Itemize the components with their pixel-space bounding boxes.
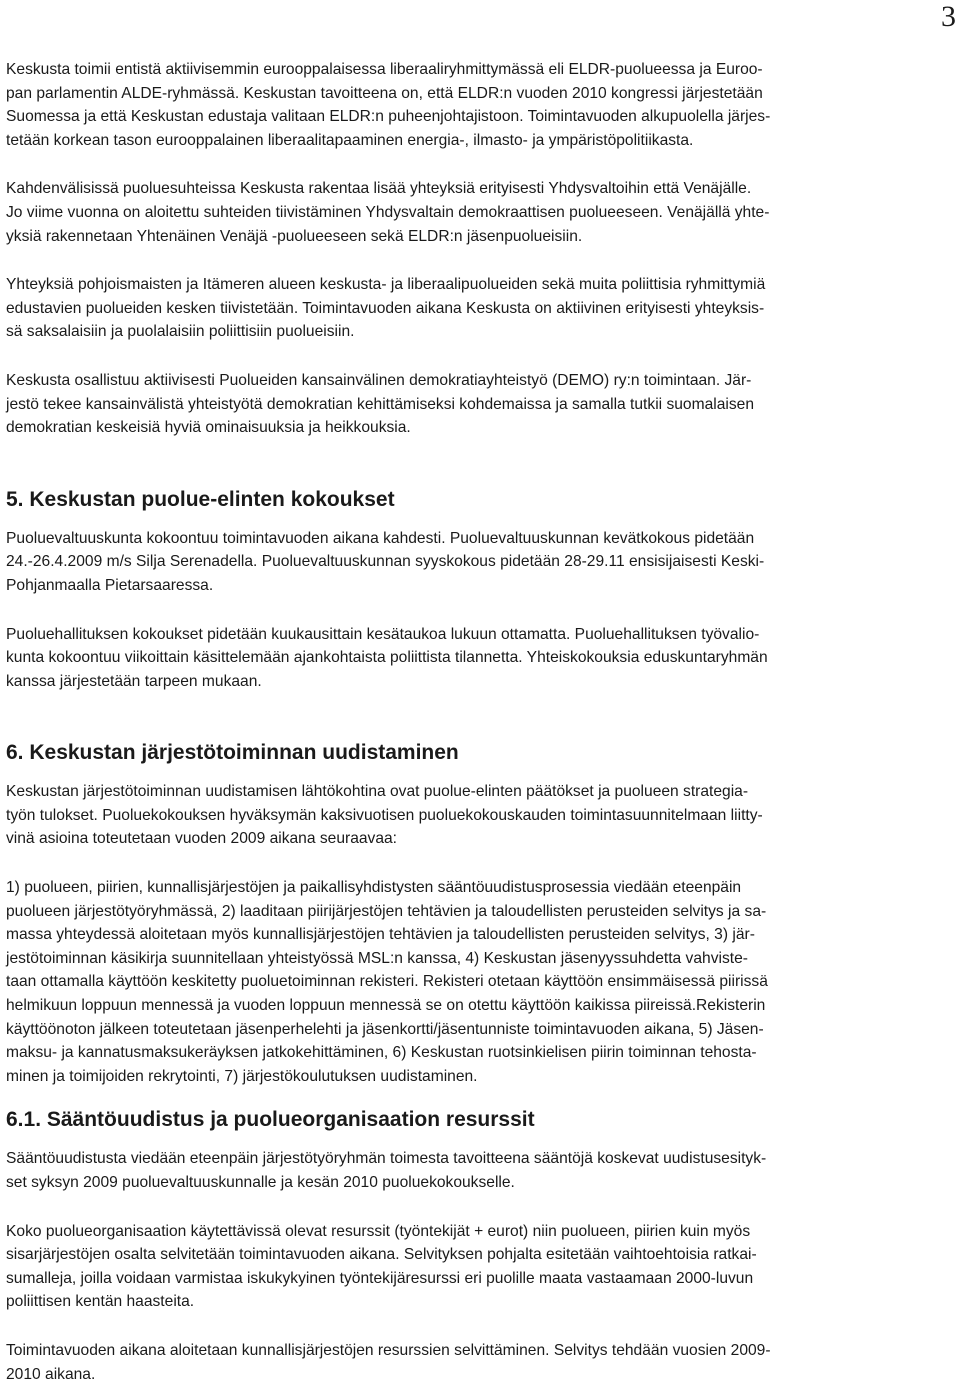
page-number: 3 bbox=[941, 0, 956, 33]
text-line: Jo viime vuonna on aloitettu suhteiden tiivistäminen Yhdysvaltain demokraattisen puolueeseen. Venäjällä yhte- bbox=[6, 203, 770, 221]
section-heading: 6. Keskustan järjestötoiminnan uudistaminen bbox=[6, 741, 459, 765]
block-spacer bbox=[6, 851, 924, 876]
block-spacer bbox=[6, 513, 924, 527]
text-line: Puoluevaltuuskunta kokoontuu toimintavuoden aikana kahdesti. Puoluevaltuuskunnan kevätkokous pidetään bbox=[6, 529, 755, 547]
text-line: maksu- ja kannatusmaksukeräyksen jatkokehittäminen, 6) Keskustan ruotsinkielisen piirin toiminnan tehosta- bbox=[6, 1044, 757, 1062]
text-line: puolueen järjestötyöryhmässä, 2) laaditaan piirijärjestöjen tehtävien ja taloudellisten perusteiden selvitys ja sa- bbox=[6, 902, 767, 920]
text-line: pan parlamentin ALDE-ryhmässä. Keskustan tavoitteena on, että ELDR:n vuoden 2010 kongressi järjestetään bbox=[6, 84, 763, 102]
block-spacer bbox=[6, 693, 924, 740]
text-line: demokratian keskeisiä hyviä ominaisuuksia ja heikkouksia. bbox=[6, 419, 411, 437]
block-spacer bbox=[6, 440, 924, 487]
text-line: 2010 aikana. bbox=[6, 1365, 96, 1383]
text-line: Sääntöuudistusta viedään eteenpäin järjestötyöryhmän toimesta tavoitteena sääntöjä koskevat uudistusesityk- bbox=[6, 1150, 767, 1168]
text-line: sisarjärjestöjen osalta selvitetään toimintavuoden aikana. Selvityksen pohjalta esitetään vaihtoehtoisia ratkai- bbox=[6, 1246, 757, 1264]
text-line: käyttöönoton jälkeen toteutetaan jäsenperhelehti ja jäsenkortti/jäsentunniste toimintavuoden aikana, 5) Jäsen- bbox=[6, 1020, 764, 1038]
text-line: kunta kokoontuu viikoittain käsittelemään ajankohtaista poliittista tilannetta. Yhteiskokouksia eduskuntaryhmän bbox=[6, 649, 768, 667]
text-line: Pohjanmaalla Pietarsaaressa. bbox=[6, 576, 214, 594]
paragraph bbox=[6, 1147, 924, 1194]
block-spacer bbox=[6, 344, 924, 369]
paragraph bbox=[6, 273, 924, 344]
document-body bbox=[6, 58, 924, 1386]
text-line: poliittisen kentän haasteita. bbox=[6, 1293, 195, 1311]
text-line: 24.-26.4.2009 m/s Silja Serenadella. Puoluevaltuuskunnan syyskokous pidetään 28-29.11 ensisijaisesti Keski- bbox=[6, 553, 765, 571]
text-line: Puoluehallituksen kokoukset pidetään kuukausittain kesätaukoa lukuun ottamatta. Puoluehallituksen työvalio- bbox=[6, 625, 760, 643]
paragraph bbox=[6, 780, 924, 851]
block-spacer bbox=[6, 1195, 924, 1220]
text-line: edustavien puolueiden kesken tiivistetään. Toimintavuoden aikana Keskusta on aktiivinen erityisesti yhteyksis- bbox=[6, 299, 765, 317]
block-spacer bbox=[6, 1088, 924, 1107]
text-line: sumalleja, joilla voidaan varmistaa iskukykyinen työntekijäresurssi eri puolille maata vastaamaan 2000-luvun bbox=[6, 1269, 754, 1287]
text-line: massa yhteydessä aloitetaan myös kunnallisjärjestöjen tehtävien ja taloudellisten perusteiden selvitys, 3) jär- bbox=[6, 926, 755, 944]
subsection-heading: 6.1. Sääntöuudistus ja puolueorganisaation resurssit bbox=[6, 1108, 535, 1132]
text-line: Kahdenvälisissä puoluesuhteissa Keskusta rakentaa lisää yhteyksiä erityisesti Yhdysvaltoihin että Venäjälle. bbox=[6, 180, 752, 198]
text-line: helmikuun loppuun mennessä ja vuoden loppuun mennessä se on otettu käyttöön kaikissa piireissä.Rekisterin bbox=[6, 997, 766, 1015]
text-line: taan ottamalla käyttöön keskitetty puoluetoiminnan rekisteri. Rekisteri otetaan käyttöön ensimmäisessä piirissä bbox=[6, 973, 768, 991]
text-line: yksiä rakennetaan Yhtenäinen Venäjä -puolueeseen sekä ELDR:n jäsenpuolueisiin. bbox=[6, 227, 583, 245]
section-heading: 5. Keskustan puolue-elinten kokoukset bbox=[6, 487, 395, 511]
text-line: Keskusta toimii entistä aktiivisemmin eurooppalaisessa liberaaliryhmittymässä eli ELDR-puolueessa ja Euroo- bbox=[6, 61, 763, 78]
paragraph bbox=[6, 58, 924, 152]
text-line: tetään korkean tason eurooppalainen liberaalitapaaminen energia-, ilmasto- ja ympäristöpolitiikasta. bbox=[6, 131, 694, 149]
paragraph bbox=[6, 1339, 924, 1386]
paragraph bbox=[6, 177, 924, 248]
block-spacer bbox=[6, 598, 924, 623]
block-spacer bbox=[6, 1133, 924, 1147]
text-line: set syksyn 2009 puoluevaltuuskunnalle ja kesän 2010 puoluekokoukselle. bbox=[6, 1174, 515, 1191]
text-line: kanssa järjestetään tarpeen mukaan. bbox=[6, 672, 262, 690]
text-line: Keskustan järjestötoiminnan uudistamisen lähtökohtina ovat puolue-elinten päätökset ja puolueen strategia- bbox=[6, 783, 749, 801]
text-line: minen ja toimijoiden rekrytointi, 7) järjestökoulutuksen uudistaminen. bbox=[6, 1067, 478, 1085]
block-spacer bbox=[6, 248, 924, 273]
text-line: Suomessa ja että Keskustan edustaja valitaan ELDR:n puheenjohtajistoon. Toimintavuoden alkupuolella järjes- bbox=[6, 108, 771, 126]
paragraph bbox=[6, 1220, 924, 1314]
paragraph bbox=[6, 876, 924, 1088]
text-line: Keskusta osallistuu aktiivisesti Puolueiden kansainvälinen demokratiayhteistyö (DEMO) ry:n toimintaan. Jär- bbox=[6, 371, 752, 389]
block-spacer bbox=[6, 1314, 924, 1339]
text-line: sä saksalaisiin ja puolalaisiin poliittisiin puolueisiin. bbox=[6, 323, 355, 341]
text-line: työn tulokset. Puoluekokouksen hyväksymän kaksivuotisen puoluekokouskauden toimintasuunnitelmaan liitty- bbox=[6, 806, 763, 824]
block-spacer bbox=[6, 152, 924, 177]
block-spacer bbox=[6, 766, 924, 780]
text-line: Yhteyksiä pohjoismaisten ja Itämeren alueen keskusta- ja liberaalipuolueiden sekä muita poliittisia ryhmittymiä bbox=[6, 276, 766, 294]
paragraph bbox=[6, 369, 924, 440]
text-line: jestö tekee kansainvälistä yhteistyötä demokratian kehittämiseksi kohdemaissa ja samalla tutkii suomalaisen bbox=[6, 395, 754, 413]
paragraph bbox=[6, 527, 924, 598]
text-line: Toimintavuoden aikana aloitetaan kunnallisjärjestöjen resurssien selvittäminen. Selvitys tehdään vuosien 2009- bbox=[6, 1341, 771, 1359]
paragraph bbox=[6, 623, 924, 694]
text-line: jestötoiminnan käsikirja suunnitellaan yhteistyössä MSL:n kanssa, 4) Keskustan jäsenyyssuhdetta vahviste- bbox=[6, 949, 748, 967]
text-line: Koko puolueorganisaation käytettävissä olevat resurssit (työntekijät + eurot) niin puolueen, piirien kuin myös bbox=[6, 1222, 751, 1240]
text-line: vinä asioina toteutetaan vuoden 2009 aikana seuraavaa: bbox=[6, 830, 398, 848]
text-line: 1) puolueen, piirien, kunnallisjärjestöjen ja paikallisyhdistysten sääntöuudistusprosessia viedään eteenpäin bbox=[6, 879, 742, 897]
